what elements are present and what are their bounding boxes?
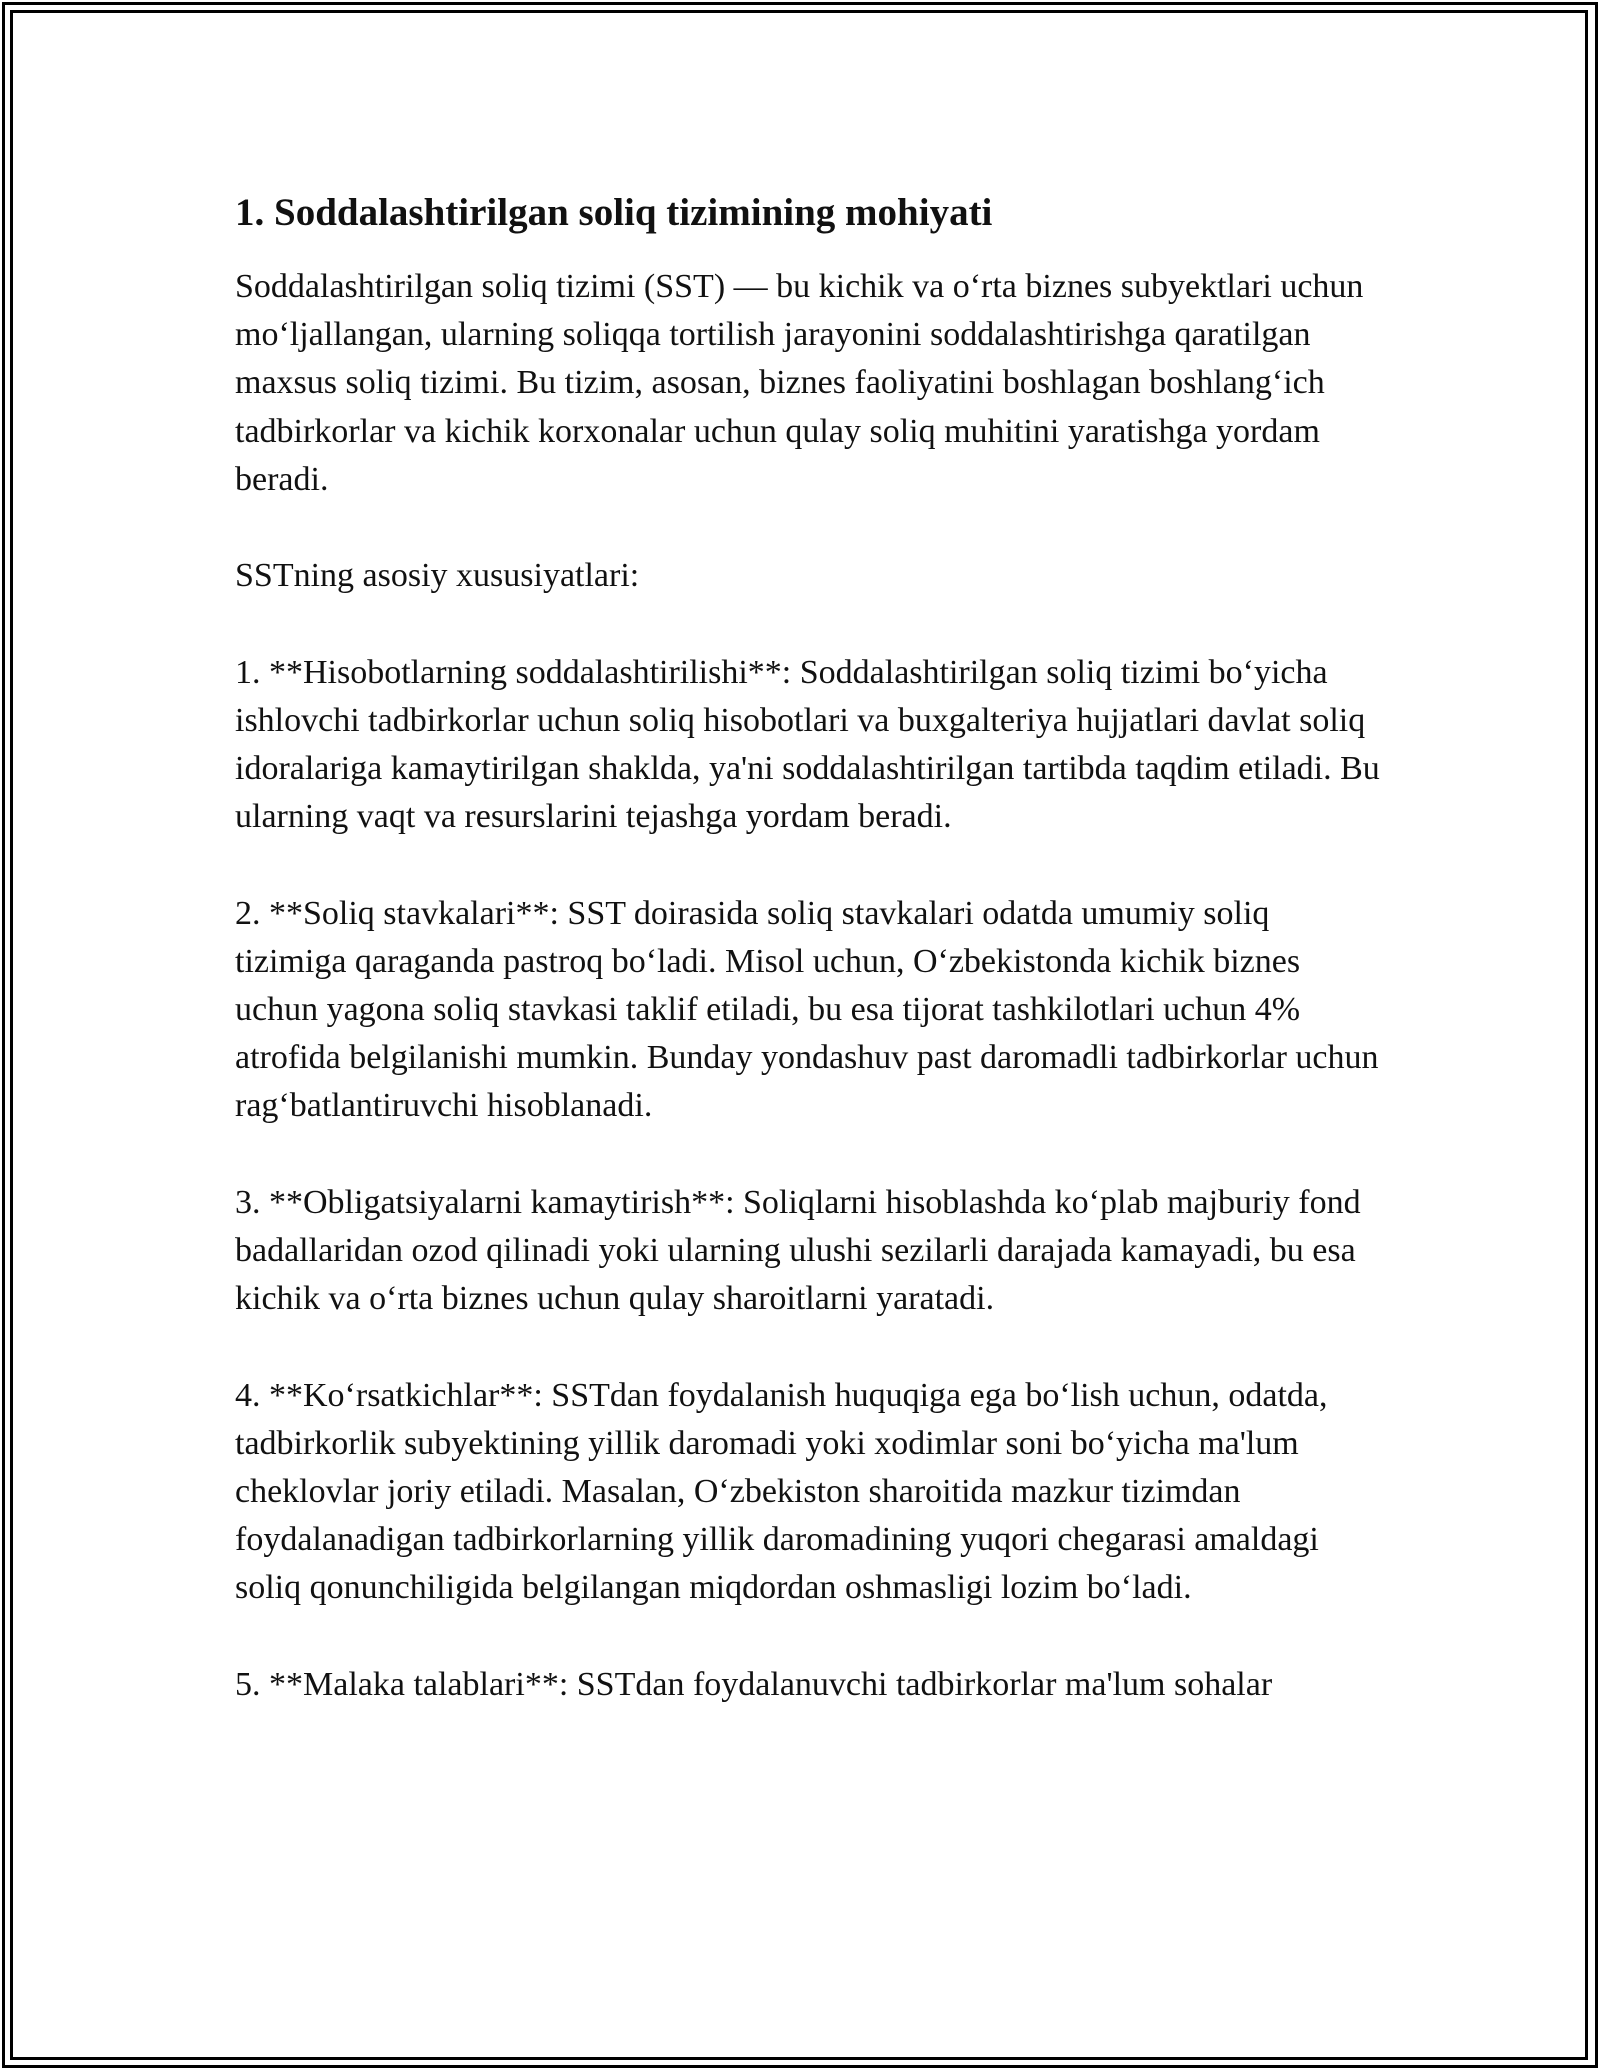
feature-item-5: 5. **Malaka talablari**: SSTdan foydalanuvchi tadbirkorlar ma'lum sohalar	[235, 1665, 1273, 1703]
feature-item-2: 2. **Soliq stavkalari**: SST doirasida soliq stavkalari odatda umumiy soliq tizimiga qaraganda pastroq bo‘ladi. Misol uchun, O‘zbekistonda kichik biznes uchun yagona soliq stavkasi taklif etiladi, bu esa tijorat tashkilotlari uchun 4% atrofida belgilanishi mumkin. Bunday yondashuv past daromadli tadbirkorlar uchun rag‘batlantiruvchi hisoblanadi.	[235, 894, 1379, 1125]
document-body	[235, 185, 1385, 1709]
feature-item-1: 1. **Hisobotlarning soddalashtirilishi**: Soddalashtirilgan soliq tizimi bo‘yicha ishlovchi tadbirkorlar uchun soliq hisobotlari va buxgalteriya hujjatlari davlat soliq idoralariga kamaytirilgan shaklda, ya'ni soddalashtirilgan tartibda taqdim etiladi. Bu ularning vaqt va resurslarini tejashga yordam beradi.	[235, 653, 1380, 836]
section-heading: 1. Soddalashtirilgan soliq tizimining mohiyati	[235, 191, 993, 234]
intro-paragraph: Soddalashtirilgan soliq tizimi (SST) — bu kichik va o‘rta biznes subyektlari uchun mo‘ljallangan, ularning soliqqa tortilish jarayonini soddalashtirishga qaratilgan maxsus soliq tizimi. Bu tizim, asosan, biznes faoliyatini boshlagan boshlang‘ich tadbirkorlar va kichik korxonalar uchun qulay soliq muhitini yaratishga yordam beradi.	[235, 268, 1364, 498]
feature-item-4: 4. **Ko‘rsatkichlar**: SSTdan foydalanish huquqiga ega bo‘lish uchun, odatda, tadbirkorlik subyektining yillik daromadi yoki xodimlar soni bo‘yicha ma'lum cheklovlar joriy etiladi. Masalan, O‘zbekiston sharoitida mazkur tizimdan foydalanadigan tadbirkorlarning yillik daromadining yuqori chegarasi amaldagi soliq qonunchiligida belgilangan miqdordan oshmasligi lozim bo‘ladi.	[235, 1376, 1328, 1607]
feature-item-3: 3. **Obligatsiyalarni kamaytirish**: Soliqlarni hisoblashda ko‘plab majburiy fond badallaridan ozod qilinadi yoki ularning ulushi sezilarli darajada kamayadi, bu esa kichik va o‘rta biznes uchun qulay sharoitlarni yaratadi.	[235, 1183, 1361, 1318]
features-intro: SSTning asosiy xususiyatlari:	[235, 557, 640, 595]
